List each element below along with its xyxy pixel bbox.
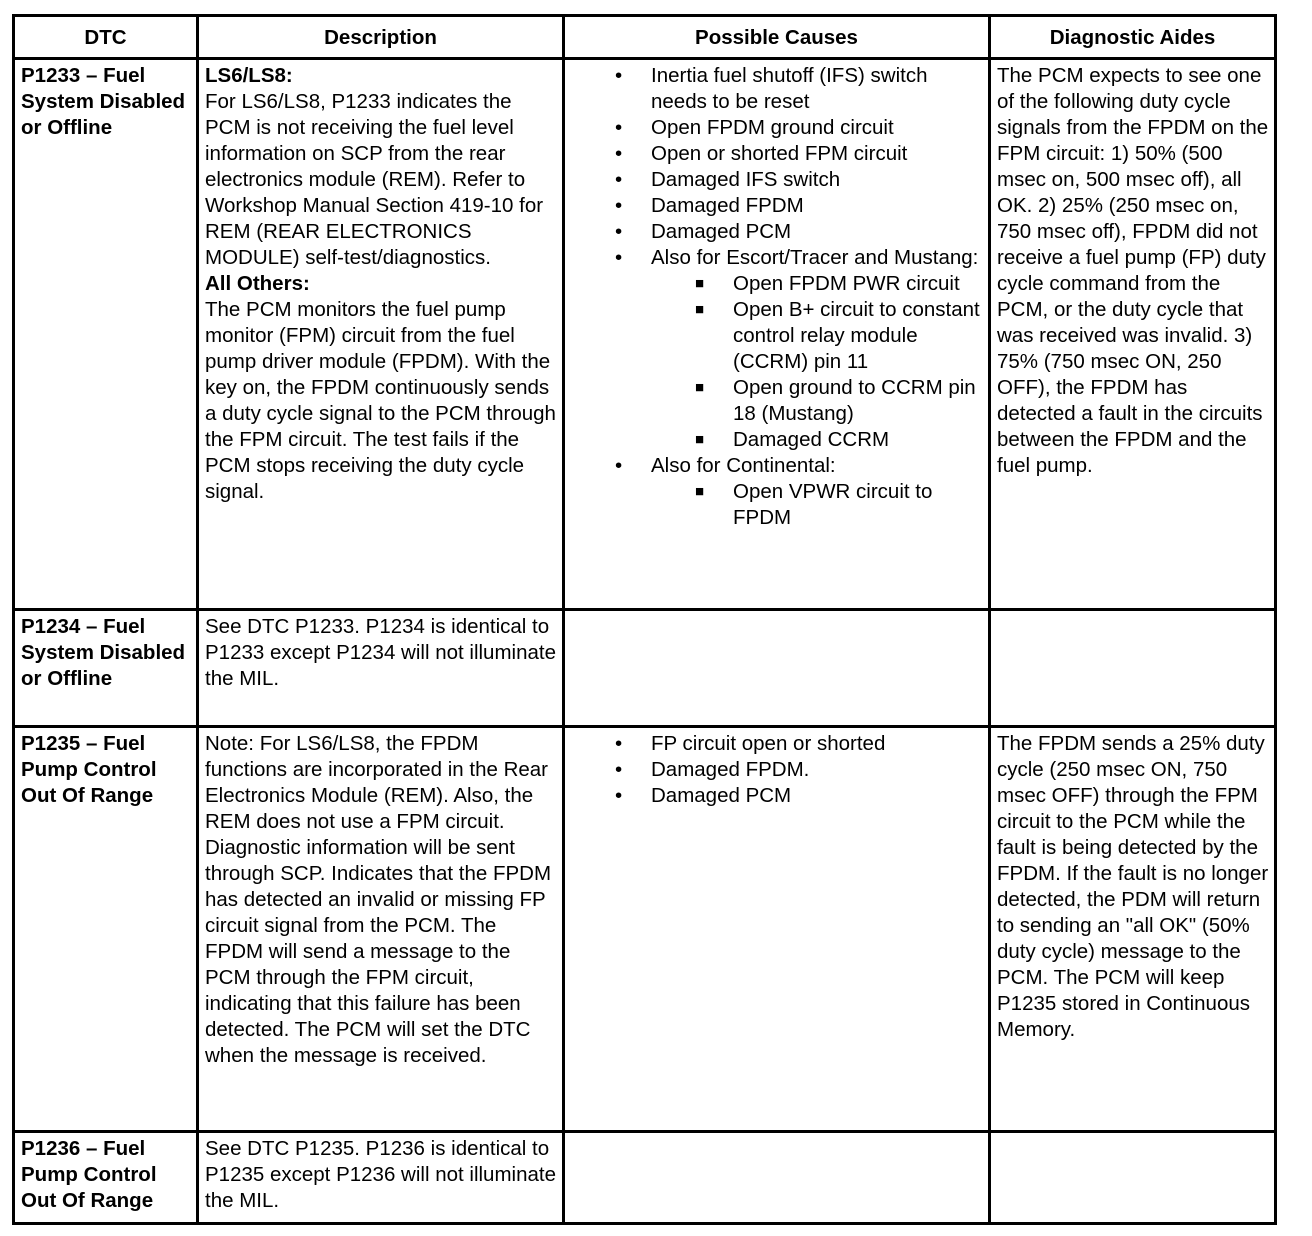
diagnostic-aides-cell [990, 727, 1276, 1132]
description-heading: All Others: [205, 272, 310, 295]
bullet-icon: • [615, 142, 623, 165]
square-bullet-icon: ■ [695, 379, 705, 396]
description-text: See DTC P1233. P1234 is identical to P1233 except P1234 will not illuminate the MIL. [205, 615, 556, 690]
description-cell [198, 1132, 564, 1224]
bullet-icon: • [615, 168, 623, 191]
description-cell [198, 59, 564, 610]
table-header-row [14, 16, 1276, 59]
aides-text: The FPDM sends a 25% duty cycle (250 msec ON, 750 msec OFF) through the FPM circuit to the PCM while the fault is being detected by the FPDM. If the fault is no longer detected, the PDM will return to sending an "all OK" (50% duty cycle) message to the PCM. The PCM will keep P1235 stored in Continuous Memory. [997, 732, 1269, 1041]
list-item [571, 167, 983, 193]
sub-cause-text: Open ground to CCRM pin 18 (Mustang) [733, 376, 976, 425]
description-cell [198, 610, 564, 727]
dtc-cell [14, 610, 198, 727]
aides-text: The PCM expects to see one of the following duty cycle signals from the FPDM on the FPM circuit: 1) 50% (500 msec on, 500 msec off), all OK. 2) 25% (250 msec on, 750 msec off), FPDM did not receive a fuel pump (FP) duty cycle command from the PCM, or the duty cycle that was received was invalid. 3) 75% (750 msec ON, 250 OFF), the FPDM has detected a fault in the circuits between the FPDM and the fuel pump. [997, 64, 1269, 477]
cause-text: FP circuit open or shorted [651, 732, 886, 755]
cause-text: Also for Continental: [651, 454, 836, 477]
sub-cause-text: Damaged CCRM [733, 428, 890, 451]
table-row [14, 610, 1276, 727]
dtc-cell [14, 727, 198, 1132]
bullet-icon: • [615, 758, 623, 781]
causes-list [571, 63, 983, 531]
sub-cause-text: Open B+ circuit to constant control relay module (CCRM) pin 11 [733, 298, 980, 373]
description-heading: LS6/LS8: [205, 64, 293, 87]
list-item [571, 783, 983, 809]
dtc-cell [14, 59, 198, 610]
cause-text: Damaged FPDM [651, 194, 804, 217]
bullet-icon: • [615, 194, 623, 217]
possible-causes-cell [564, 610, 990, 727]
bullet-icon: • [615, 220, 623, 243]
table-row [14, 59, 1276, 610]
sub-causes-list [651, 271, 983, 453]
header-possible-causes: Possible Causes [564, 16, 990, 59]
description-cell [198, 727, 564, 1132]
list-item [651, 427, 983, 453]
list-item [651, 271, 983, 297]
table-row [14, 1132, 1276, 1224]
cause-text: Open or shorted FPM circuit [651, 142, 908, 165]
list-item [651, 375, 983, 427]
possible-causes-cell [564, 59, 990, 610]
diagnostic-aides-cell [990, 1132, 1276, 1224]
cause-text: Damaged FPDM. [651, 758, 810, 781]
description-text: Note: For LS6/LS8, the FPDM functions are incorporated in the Rear Electronics Module (REM). Also, the REM does not use a FPM circuit. Diagnostic information will be sent through SCP. Indicates that the FPDM has detected an invalid or missing FP circuit signal from the PCM. The FPDM will send a message to the PCM through the FPM circuit, indicating that this failure has been detected. The PCM will set the DTC when the message is received. [205, 732, 552, 1067]
sub-cause-text: Open VPWR circuit to FPDM [733, 480, 933, 529]
dtc-code: P1235 – Fuel Pump Control Out Of Range [21, 732, 157, 807]
table-row [14, 727, 1276, 1132]
square-bullet-icon: ■ [695, 301, 705, 318]
sub-causes-list [651, 479, 983, 531]
description-text: For LS6/LS8, P1233 indicates the PCM is not receiving the fuel level information on SCP from the rear electronics module (REM). Refer to Workshop Manual Section 419-10 for REM (REAR ELECTRONICS MODULE) self-test/diagnostics. [205, 90, 544, 269]
cause-text: Inertia fuel shutoff (IFS) switch needs to be reset [651, 64, 928, 113]
description-text: The PCM monitors the fuel pump monitor (FPM) circuit from the fuel pump driver module (FPDM). With the key on, the FPDM continuously sends a duty cycle signal to the PCM through the FPM circuit. The test fails if the PCM stops receiving the duty cycle signal. [205, 298, 556, 503]
list-item [571, 731, 983, 757]
bullet-icon: • [615, 64, 623, 87]
list-item [571, 193, 983, 219]
square-bullet-icon: ■ [695, 431, 705, 448]
causes-list [571, 731, 983, 809]
list-item [651, 479, 983, 531]
diagnostic-aides-cell [990, 59, 1276, 610]
sub-cause-text: Open FPDM PWR circuit [733, 272, 960, 295]
bullet-icon: • [615, 732, 623, 755]
list-item [571, 219, 983, 245]
cause-text: Also for Escort/Tracer and Mustang: [651, 246, 979, 269]
cause-text: Damaged IFS switch [651, 168, 841, 191]
list-item [571, 757, 983, 783]
possible-causes-cell [564, 1132, 990, 1224]
dtc-code: P1234 – Fuel System Disabled or Offline [21, 615, 186, 690]
header-dtc: DTC [14, 16, 198, 59]
list-item [571, 141, 983, 167]
dtc-cell [14, 1132, 198, 1224]
bullet-icon: • [615, 246, 623, 269]
list-item [571, 245, 983, 453]
square-bullet-icon: ■ [695, 483, 705, 500]
list-item [651, 297, 983, 375]
dtc-table [12, 14, 1277, 1225]
list-item [571, 115, 983, 141]
dtc-code: P1236 – Fuel Pump Control Out Of Range [21, 1137, 157, 1212]
square-bullet-icon: ■ [695, 275, 705, 292]
bullet-icon: • [615, 784, 623, 807]
cause-text: Damaged PCM [651, 220, 792, 243]
cause-text: Damaged PCM [651, 784, 792, 807]
header-description: Description [198, 16, 564, 59]
possible-causes-cell [564, 727, 990, 1132]
list-item [571, 453, 983, 531]
diagnostic-aides-cell [990, 610, 1276, 727]
dtc-code: P1233 – Fuel System Disabled or Offline [21, 64, 186, 139]
bullet-icon: • [615, 116, 623, 139]
description-text: See DTC P1235. P1236 is identical to P1235 except P1236 will not illuminate the MIL. [205, 1137, 556, 1212]
cause-text: Open FPDM ground circuit [651, 116, 894, 139]
list-item [571, 63, 983, 115]
header-diagnostic-aides: Diagnostic Aides [990, 16, 1276, 59]
bullet-icon: • [615, 454, 623, 477]
